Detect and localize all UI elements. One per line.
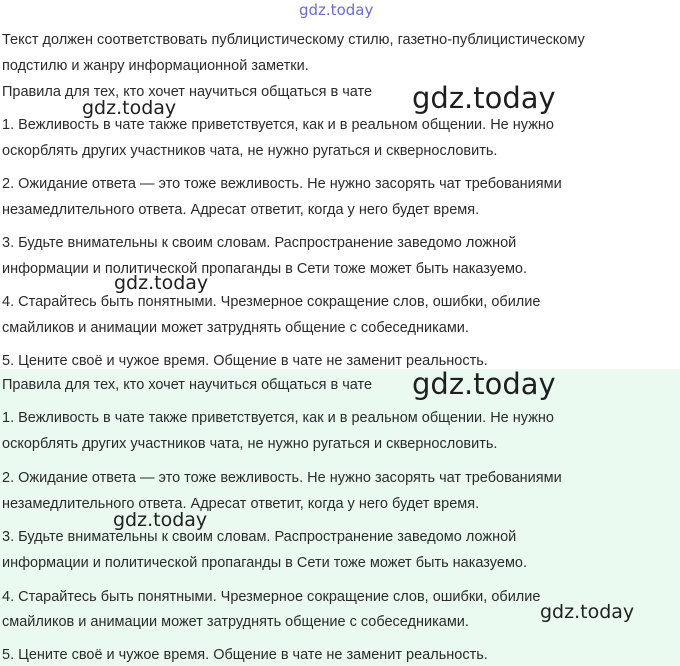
rule-text: информации и политической пропаганды в Сети тоже может быть наказуемо. [2, 555, 528, 571]
rule-text: 3. Будьте внимательны к своим словам. Распространение заведомо ложной [2, 235, 517, 251]
rule-text: 5. Цените своё и чужое время. Общение в чате не заменит реальность. [2, 647, 488, 663]
rule-text: 5. Цените своё и чужое время. Общение в чате не заменит реальность. [2, 353, 488, 369]
rule-text: 1. Вежливость в чате также приветствуется, как и в реальном общении. Не нужно [2, 410, 554, 426]
watermark: gdz.today [114, 272, 209, 294]
rule-text: незамедлительного ответа. Адресат ответит, когда у него будет время. [2, 202, 480, 218]
rule-text: смайликов и анимации может затруднять общение с собеседниками. [2, 614, 469, 630]
watermark: gdz.today [412, 81, 556, 115]
watermark: gdz.today [540, 601, 635, 623]
section-title: Правила для тех, кто хочет научиться общаться в чате [2, 377, 373, 393]
rule-text: 2. Ожидание ответа — это тоже вежливость. Не нужно засорять чат требованиями [2, 176, 562, 192]
watermark: gdz.today [82, 97, 177, 119]
watermark: gdz.today [113, 509, 208, 531]
rule-text: 3. Будьте внимательны к своим словам. Распространение заведомо ложной [2, 529, 517, 545]
rule-text: оскорблять других участников чата, не нужно ругаться и сквернословить. [2, 143, 498, 159]
watermark-top: gdz.today [299, 1, 374, 19]
rule-text: оскорблять других участников чата, не нужно ругаться и сквернословить. [2, 436, 498, 452]
intro-text: Текст должен соответствовать публицистическому стилю, газетно-публицистическому [2, 32, 585, 48]
rule-text: незамедлительного ответа. Адресат ответит, когда у него будет время. [2, 496, 480, 512]
rule-text: 2. Ожидание ответа — это тоже вежливость. Не нужно засорять чат требованиями [2, 470, 562, 486]
rule-text: информации и политической пропаганды в Сети тоже может быть наказуемо. [2, 261, 528, 277]
rule-text: 4. Старайтесь быть понятными. Чрезмерное сокращение слов, ошибки, обилие [2, 589, 541, 605]
section-title: Правила для тех, кто хочет научиться общаться в чате [2, 84, 373, 100]
rule-text: смайликов и анимации может затруднять общение с собеседниками. [2, 320, 469, 336]
rule-text: 1. Вежливость в чате также приветствуется, как и в реальном общении. Не нужно [2, 117, 554, 133]
rule-text: 4. Старайтесь быть понятными. Чрезмерное сокращение слов, ошибки, обилие [2, 294, 541, 310]
watermark: gdz.today [412, 367, 556, 401]
intro-text: подстилю и жанру информационной заметки. [2, 58, 309, 74]
